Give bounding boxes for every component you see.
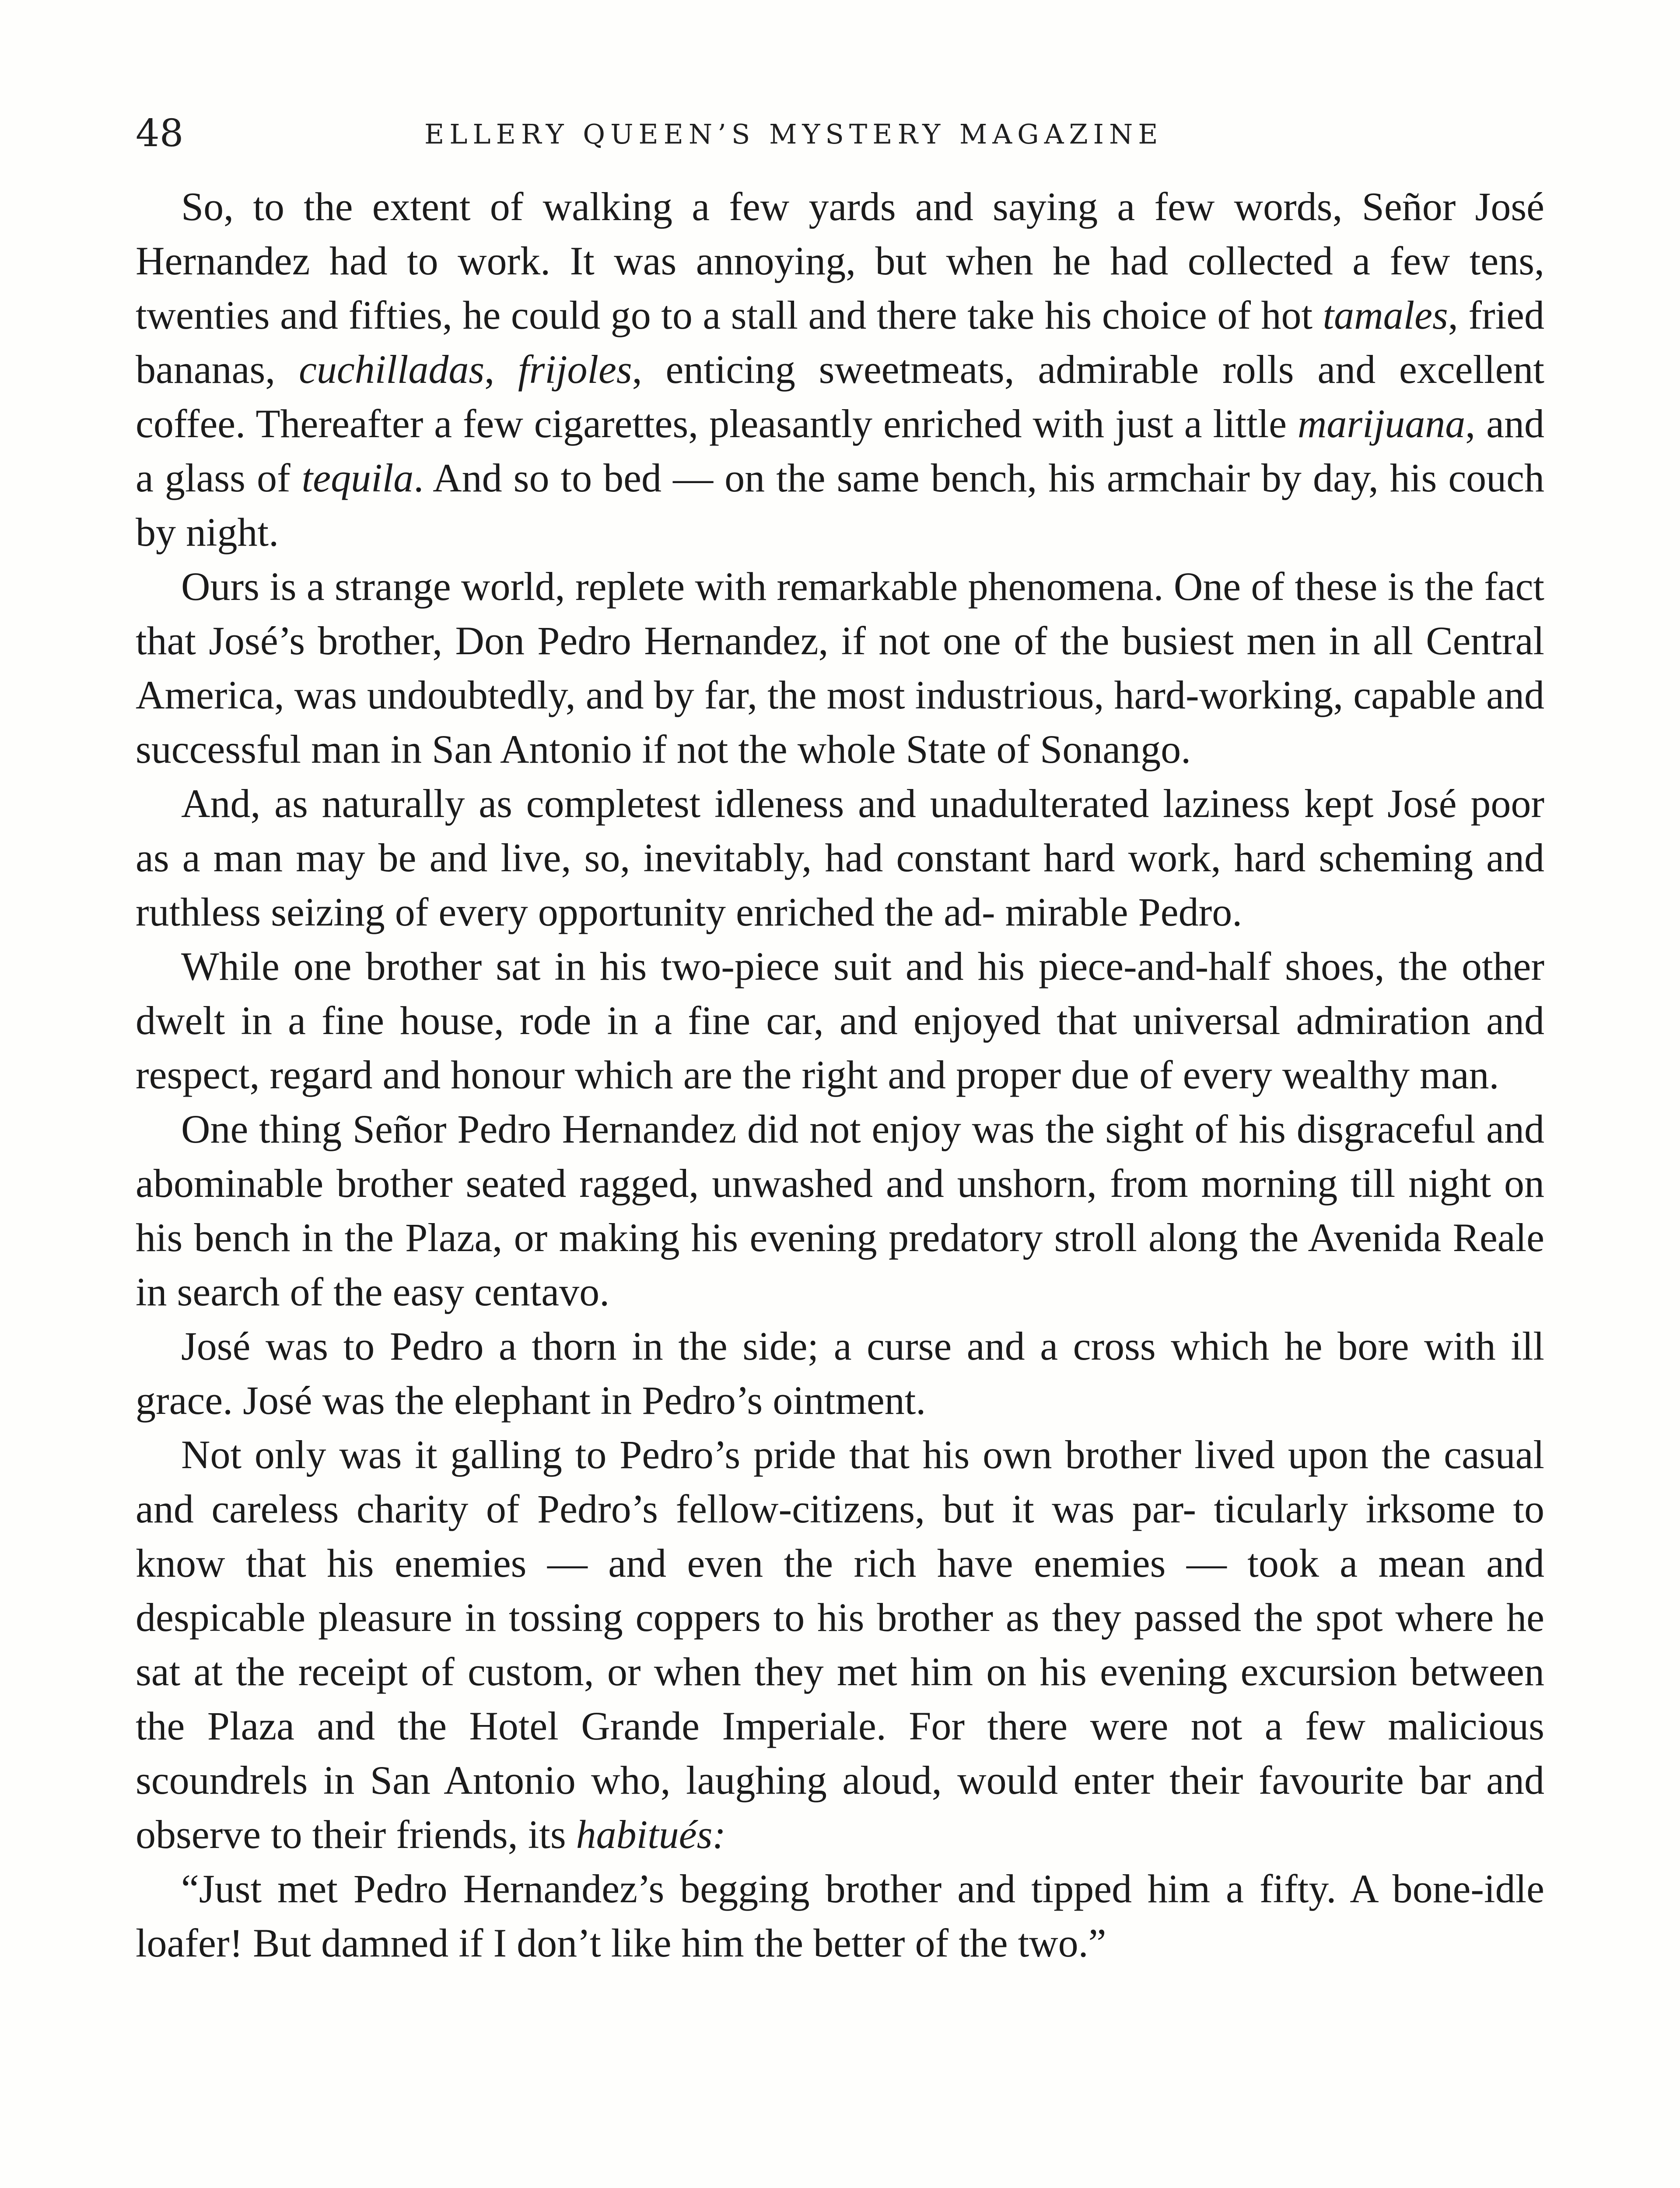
italic-word: habitués: <box>576 1812 726 1857</box>
text-run: While one brother sat in his two-piece suit and his piece-and-half shoes, the other dwelt in a fine house, rode in a fine car, and enjoyed that universal admiration and respect, regard and honour which are the right and proper due of every wealthy man. <box>136 944 1544 1097</box>
text-run: . And so to bed — on the same bench, his armchair by day, his couch by night. <box>136 456 1544 554</box>
text-run: Ours is a strange world, replete with remarkable phenomena. One of these is the fact that José’s brother, Don Pedro Hernandez, if not one of the busiest men in all Central America, was undoubtedly, and by far, the most industrious, hard-working, capable and successful man in San Antonio if not the whole State of Sonango. <box>136 564 1544 771</box>
text-run: , and a glass of <box>136 401 1545 500</box>
running-head: ELLERY QUEEN’S MYSTERY MAGAZINE <box>424 118 1163 150</box>
paragraph <box>136 1427 1544 1862</box>
paragraph <box>136 1319 1544 1427</box>
paragraph <box>136 1102 1544 1319</box>
text-run: , <box>484 347 518 392</box>
paragraph <box>136 776 1544 939</box>
italic-word: frijoles <box>518 347 632 392</box>
story-text <box>136 179 1544 1970</box>
paragraph <box>136 939 1544 1102</box>
text-run: “Just met Pedro Hernandez’s begging brother and tipped him a fifty. A bone-idle loafer! But damned if I don’t like him the better of the two.” <box>136 1866 1544 1965</box>
italic-word: cuchilladas <box>299 347 485 392</box>
italic-word: marijuana <box>1297 401 1466 446</box>
paragraph <box>136 179 1544 559</box>
page-number: 48 <box>136 112 184 155</box>
paragraph <box>136 1862 1544 1970</box>
text-run: And, as naturally as completest idleness and unadulterated laziness kept José poor as a man may be and live, so, inevitably, had constant hard work, hard scheming and ruthless seizing of every opportunity enriched the ad- mirable Pedro. <box>136 781 1544 934</box>
text-run: So, to the extent of walking a few yards and saying a few words, Señor José Hernandez had to work. It was annoying, but when he had collected a few tens, twenties and fifties, he could go to a stall and there take his choice of hot <box>136 184 1544 337</box>
italic-word: tequila <box>301 456 414 500</box>
paragraph <box>136 559 1544 776</box>
text-run: One thing Señor Pedro Hernandez did not enjoy was the sight of his disgraceful and abominable brother seated ragged, unwashed and unshorn, from morning till night on his bench in the Plaza, or making his evening predatory stroll along the Avenida Reale in search of the easy centavo. <box>136 1107 1544 1314</box>
text-run: , enticing sweetmeats, admirable rolls and excellent coffee. Thereafter a few cigarettes, pleasantly enriched with just a little <box>136 347 1544 446</box>
italic-word: tamales <box>1323 293 1448 337</box>
text-run: , fried bananas, <box>136 293 1545 392</box>
page-header <box>136 109 1544 162</box>
text-run: José was to Pedro a thorn in the side; a curse and a cross which he bore with ill grace. José was the elephant in Pedro’s ointment. <box>136 1324 1544 1423</box>
text-run: Not only was it galling to Pedro’s pride that his own brother lived upon the casual and careless charity of Pedro’s fellow-citizens, but it was par- ticularly irksome to know that his enemies — and even the rich have enemies — took a mean and despicable pleasure in tossing coppers to his brother as they passed the spot where he sat at the receipt of custom, or when they met him on his evening excursion between the Plaza and the Hotel Grande Imperiale. For there were not a few malicious scoundrels in San Antonio who, laughing aloud, would enter their favourite bar and observe to their friends, its <box>136 1432 1544 1857</box>
